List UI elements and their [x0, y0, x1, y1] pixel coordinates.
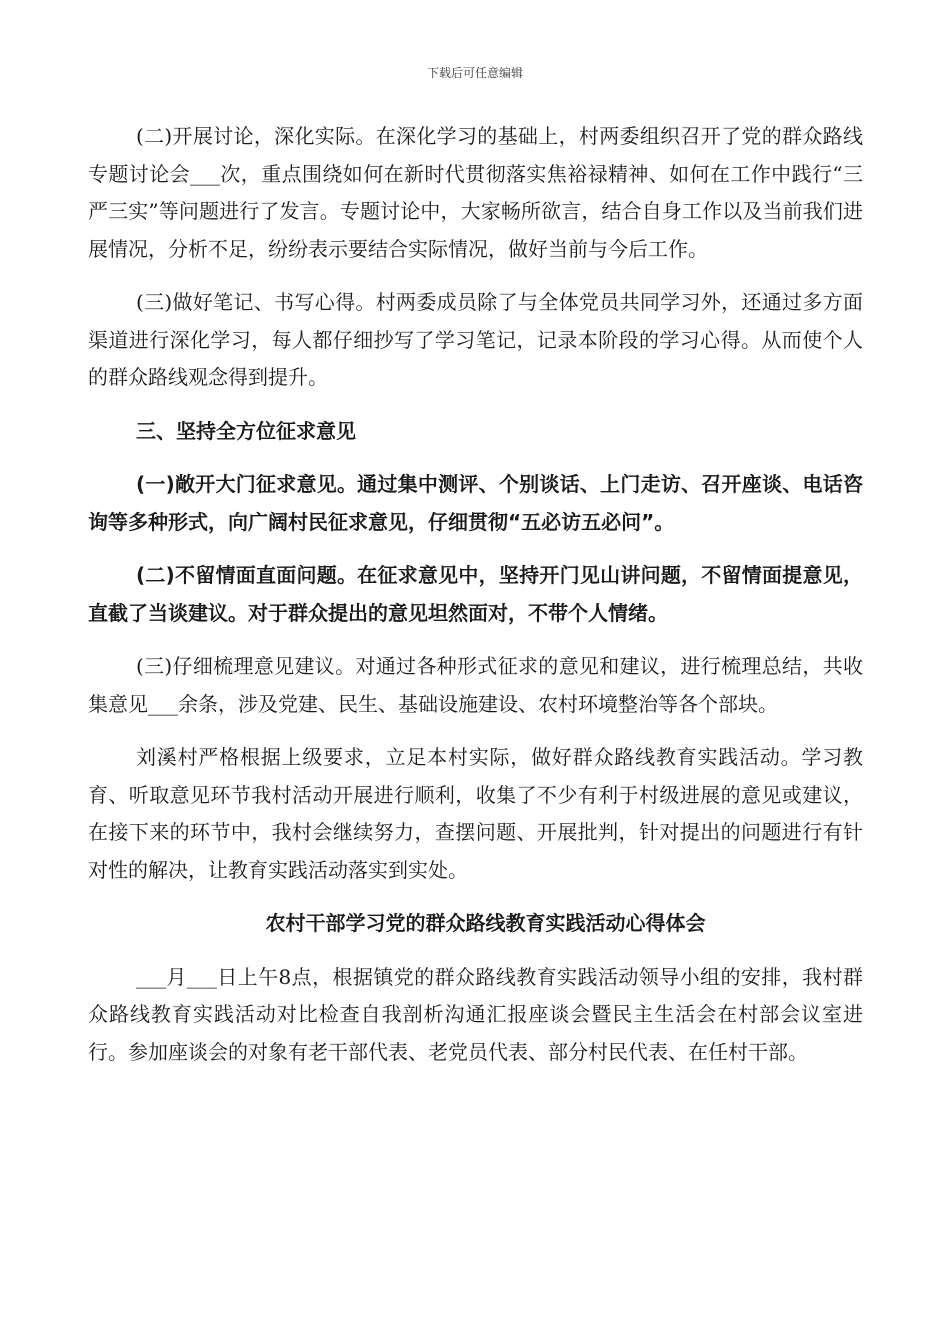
- paragraph-discussion: (二)开展讨论，深化实际。在深化学习的基础上，村两委组织召开了党的群众路线专题讨论会___次，重点围绕如何在新时代贯彻落实焦裕禄精神、如何在工作中践行“三严三实”等问题进行了发言。专题讨论中，大家畅所欲言，结合自身工作以及当前我们进展情况，分析不足，纷纷表示要结合实际情况，做好当前与今后工作。: [88, 124, 863, 261]
- article-title: 农村干部学习党的群众路线教育实践活动心得体会: [265, 911, 706, 935]
- paragraph-notes: (三)做好笔记、书写心得。村两委成员除了与全体党员共同学习外，还通过多方面渠道进行深化学习，每人都仔细抄写了学习笔记，记录本阶段的学习心得。从而使个人的群众路线观念得到提升。: [88, 290, 863, 389]
- section-heading-3: 三、坚持全方位征求意见: [136, 418, 356, 443]
- paragraph-summary: 刘溪村严格根据上级要求，立足本村实际，做好群众路线教育实践活动。学习教育、听取意见环节我村活动开展进行顺利，收集了不少有利于村级进展的意见或建议，在接下来的环节中，我村会继续努力，查摆问题、开展批判，针对提出的问题进行有针对性的解决，让教育实践活动落实到实处。: [88, 745, 863, 882]
- paragraph-sort-opinions: (三)仔细梳理意见建议。对通过各种形式征求的意见和建议，进行梳理总结，共收集意见___余条，涉及党建、民生、基础设施建设、农村环境整治等各个部块。: [88, 654, 863, 716]
- paragraph-face-problems: (二)不留情面直面问题。在征求意见中，坚持开门见山讲问题，不留情面提意见，直截了当谈建议。对于群众提出的意见坦然面对，不带个人情绪。: [88, 563, 863, 625]
- page-header: 下载后可任意编辑: [426, 66, 523, 80]
- document-body: [88, 118, 863, 1087]
- paragraph-open-doors: (一)敞开大门征求意见。通过集中测评、个别谈话、上门走访、召开座谈、电话咨询等多种形式，向广阔村民征求意见，仔细贯彻“五必访五必问”。: [88, 472, 863, 534]
- paragraph-meeting: ___月___日上午8点，根据镇党的群众路线教育实践活动领导小组的安排，我村群众路线教育实践活动对比检查自我剖析沟通汇报座谈会暨民主生活会在村部会议室进行。参加座谈会的对象有老干部代表、老党员代表、部分村民代表、在任村干部。: [88, 964, 863, 1064]
